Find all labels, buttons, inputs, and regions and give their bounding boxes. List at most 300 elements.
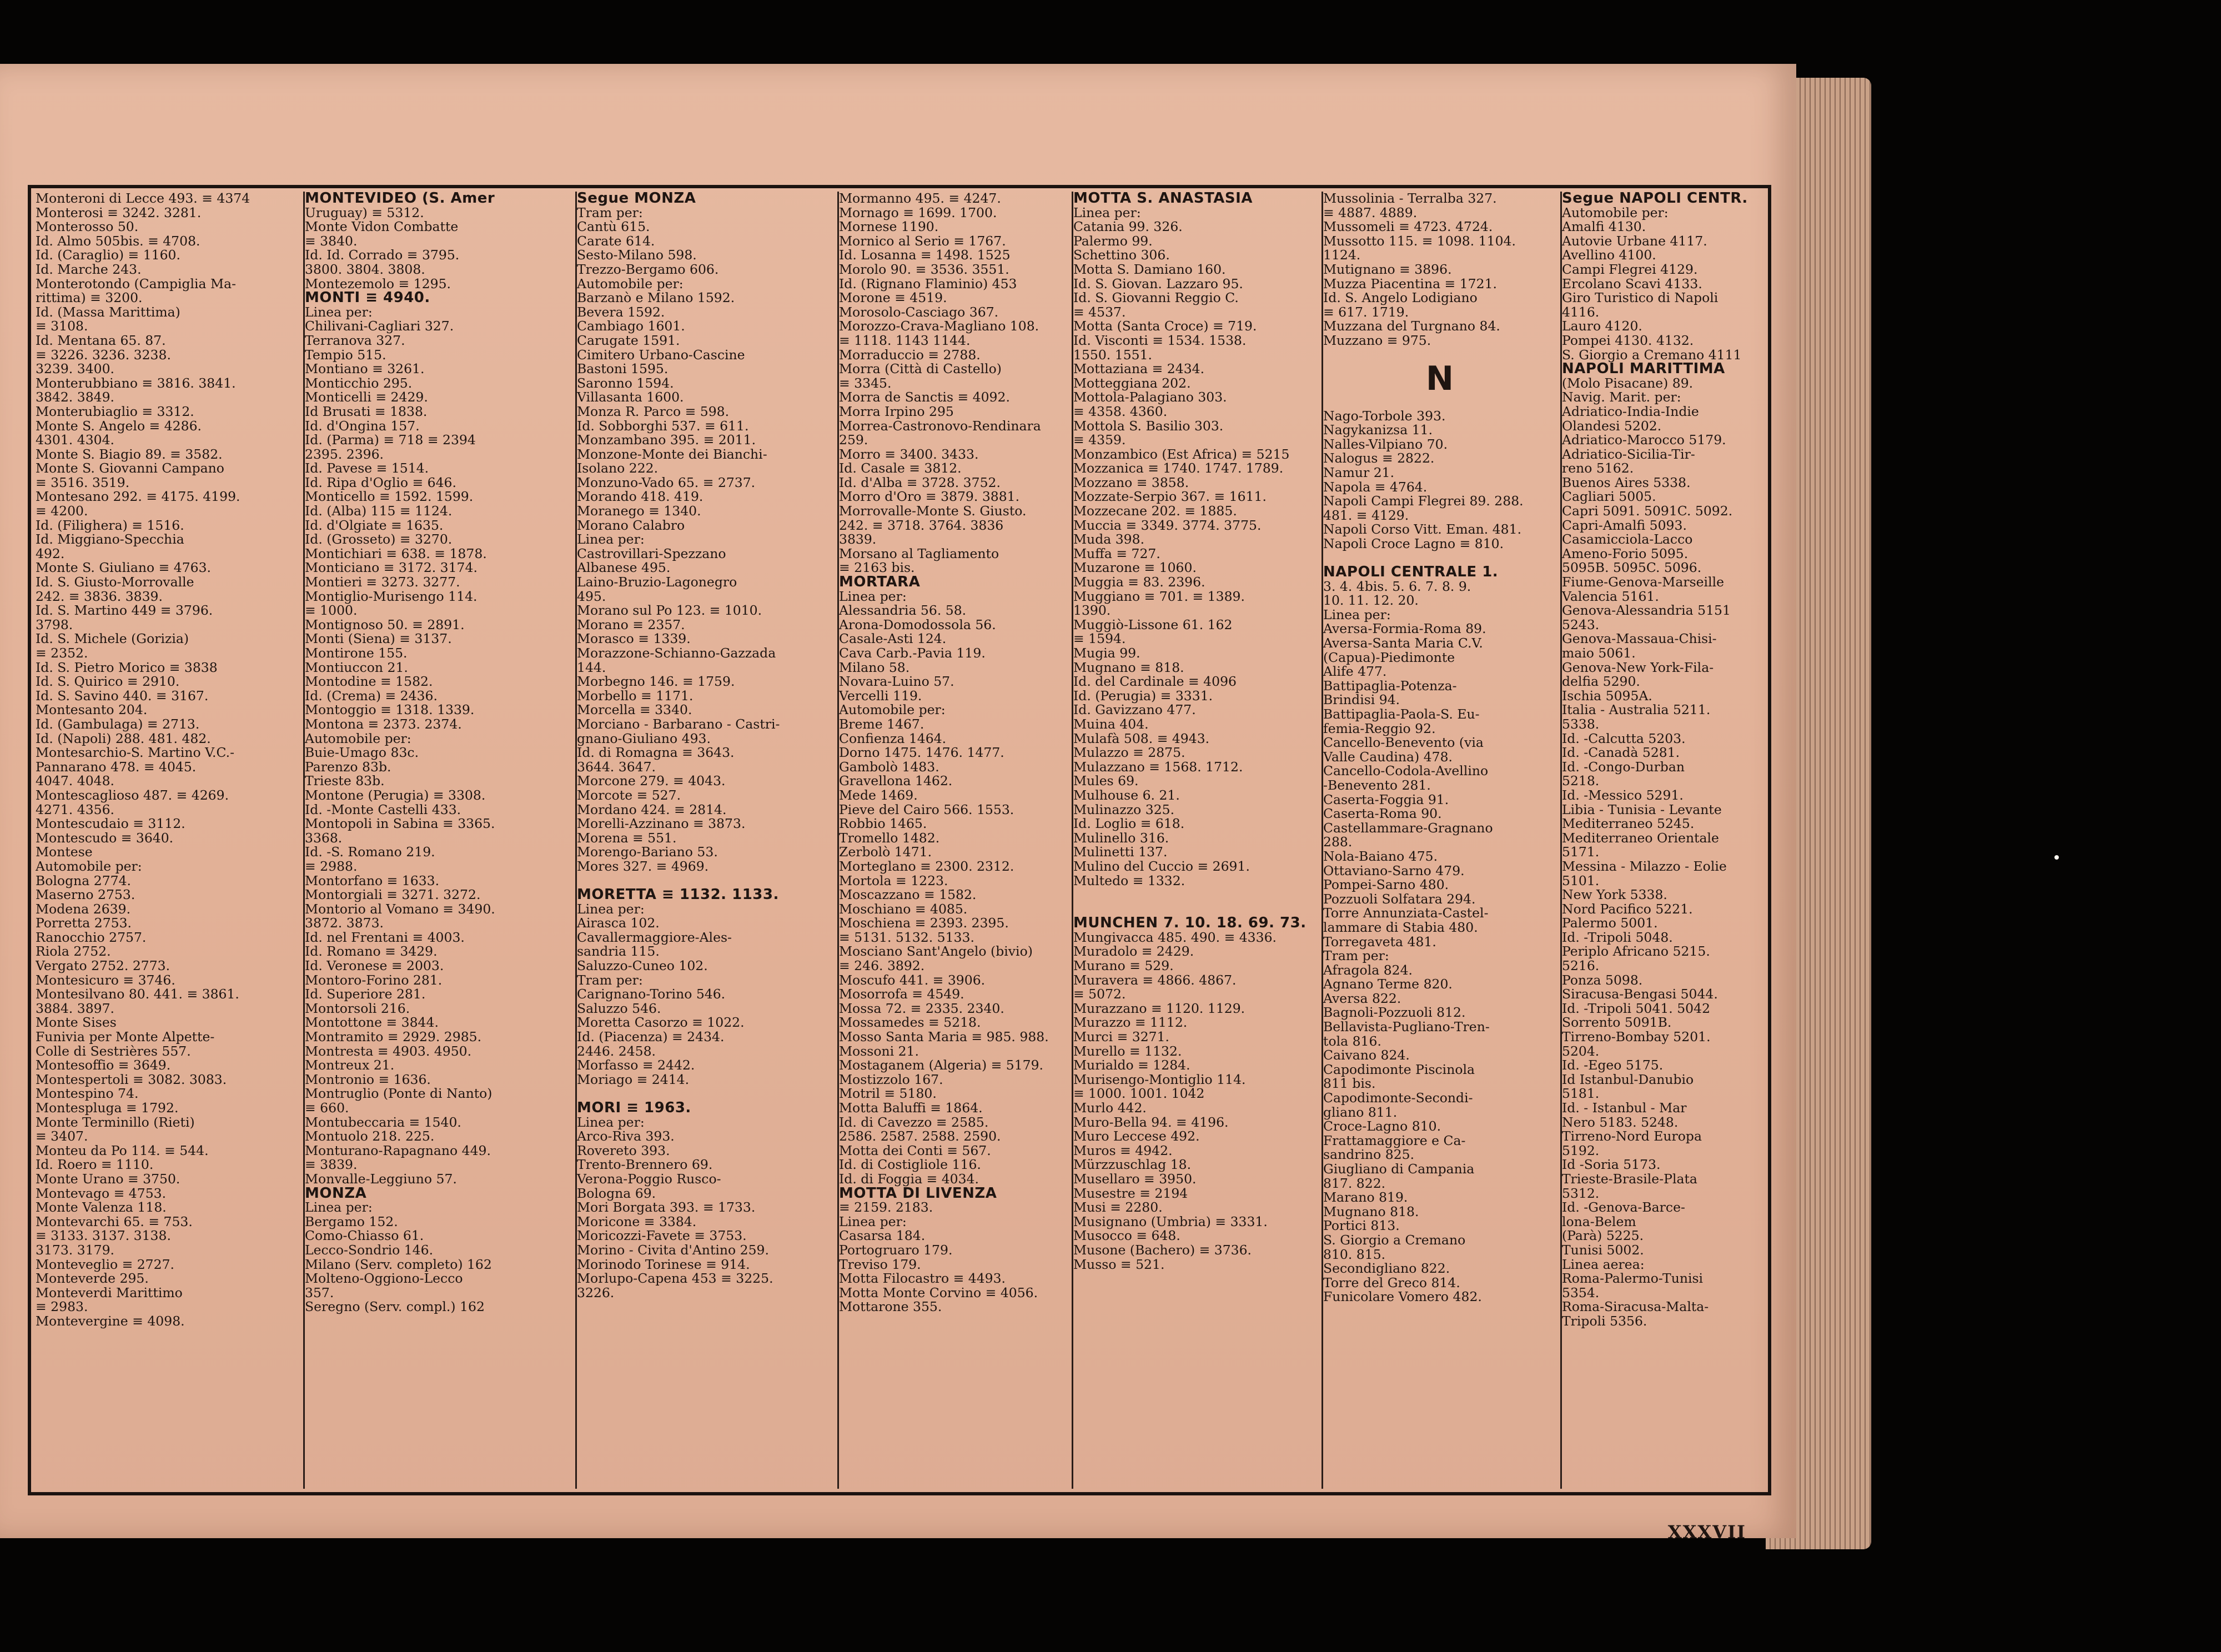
index-entry: 259. <box>839 432 868 448</box>
index-entry: Musocco ≡ 648. <box>1073 1228 1180 1244</box>
index-entry: Mordano 424. ≡ 2814. <box>577 801 727 817</box>
index-entry: Automobile per: <box>1562 204 1669 220</box>
index-entry: Uruguay) ≡ 5312. <box>305 204 424 220</box>
index-entry: Montirone 155. <box>305 645 408 661</box>
index-entry: Linea per: <box>1073 204 1141 220</box>
index-entry: Trezzo-Bergamo 606. <box>577 261 719 277</box>
index-entry: ≡ 2988. <box>305 858 358 874</box>
index-entry: Lecco-Sondrio 146. <box>305 1242 434 1258</box>
index-entry: Id. Roero ≡ 1110. <box>36 1157 154 1173</box>
index-entry: Id. -Canadà 5281. <box>1562 745 1680 761</box>
index-entry: Cambiago 1601. <box>577 318 685 334</box>
index-entry: 5181. <box>1562 1086 1600 1102</box>
index-entry: Morengo-Bariano 53. <box>577 844 718 860</box>
index-entry: 3839. <box>839 531 877 548</box>
index-entry: Montieri ≡ 3273. 3277. <box>305 574 460 590</box>
index-entry: Mosso Santa Maria ≡ 985. 988. <box>839 1029 1049 1045</box>
index-entry: Morena ≡ 551. <box>577 830 677 846</box>
index-entry: Napoli Corso Vitt. Eman. 481. <box>1323 521 1522 538</box>
index-entry: Ponza 5098. <box>1562 972 1643 988</box>
index-entry: Castellammare-Gragnano <box>1323 820 1493 836</box>
index-entry: 4301. 4304. <box>36 432 115 448</box>
index-entry: Morrovalle-Monte S. Giusto. <box>839 503 1027 519</box>
index-entry: ≡ 1594. <box>1073 631 1126 647</box>
index-entry: Moriago ≡ 2414. <box>577 1071 690 1087</box>
index-entry: 3368. <box>305 830 343 846</box>
index-entry: Mornico al Serio ≡ 1767. <box>839 233 1006 249</box>
index-entry: Chilivani-Cagliari 327. <box>305 318 454 334</box>
index-entry: Monteroni di Lecce 493. ≡ 4374 <box>36 192 250 206</box>
index-entry: Musi ≡ 2280. <box>1073 1199 1163 1216</box>
index-entry: Moscazzano ≡ 1582. <box>839 887 977 903</box>
index-entry: Secondigliano 822. <box>1323 1261 1450 1277</box>
index-entry: Automobile per: <box>577 275 684 292</box>
index-entry: ≡ 3226. 3236. 3238. <box>36 347 171 363</box>
index-entry: Id. d'Ongina 157. <box>305 418 420 434</box>
index-entry: Mulazzano ≡ 1568. 1712. <box>1073 759 1243 775</box>
index-entry: (Parà) 5225. <box>1562 1228 1644 1244</box>
index-entry: Muro-Bella 94. ≡ 4196. <box>1073 1114 1229 1130</box>
index-entry: Morozzo-Crava-Magliano 108. <box>839 318 1039 334</box>
index-entry: 811 bis. <box>1323 1076 1376 1092</box>
index-entry: 3644. 3647. <box>577 759 656 775</box>
index-entry: ≡ 3345. <box>839 375 892 391</box>
index-entry: Muradolo ≡ 2429. <box>1073 943 1194 960</box>
index-entry: ≡ 4200. <box>36 503 88 519</box>
index-entry: Mosorrofa ≡ 4549. <box>839 986 964 1002</box>
index-entry: Montreux 21. <box>305 1057 395 1073</box>
index-entry: Mossoni 21. <box>839 1043 919 1059</box>
index-entry: MOTTA DI LIVENZA <box>839 1184 997 1202</box>
index-entry: Schettino 306. <box>1073 247 1170 263</box>
index-entry: Tram per: <box>577 972 643 988</box>
index-entry: 3. 4. 4bis. 5. 6. 7. 8. 9. <box>1323 578 1471 594</box>
index-entry: ≡ 5072. <box>1073 986 1126 1002</box>
index-entry: Novara-Luino 57. <box>839 674 954 690</box>
index-entry: Montevergine ≡ 4098. <box>36 1313 185 1329</box>
index-entry: Porretta 2753. <box>36 915 132 931</box>
index-entry: Mugnano ≡ 818. <box>1073 659 1184 675</box>
index-entry: Morano ≡ 2357. <box>577 616 685 632</box>
index-entry: Montichiari ≡ 638. ≡ 1878. <box>305 545 487 561</box>
gazetteer-page <box>0 64 1796 1543</box>
index-entry: Id Brusati ≡ 1838. <box>305 403 428 419</box>
index-entry: Giugliano di Campania <box>1323 1161 1475 1177</box>
index-entry: Montesanto 204. <box>36 702 148 718</box>
index-entry: Id. di Costigliole 116. <box>839 1157 981 1173</box>
index-entry: Id. Miggiano-Specchia <box>36 531 184 548</box>
index-entry: Muro Leccese 492. <box>1073 1128 1200 1144</box>
index-entry: Mortola ≡ 1223. <box>839 872 948 888</box>
index-entry: 5312. <box>1562 1185 1600 1201</box>
index-entry: Id. S. Quirico ≡ 2910. <box>36 674 180 690</box>
index-entry: Monticelli ≡ 2429. <box>305 389 428 405</box>
index-entry: ≡ 2163 bis. <box>839 560 915 576</box>
index-entry: Morosolo-Casciago 367. <box>839 304 999 320</box>
index-entry: MORTARA <box>839 574 921 591</box>
index-entry: Montorfano ≡ 1633. <box>305 872 440 888</box>
index-entry: Id. S. Giovan. Lazzaro 95. <box>1073 275 1243 292</box>
index-entry: 492. <box>36 545 65 561</box>
index-entry: ≡ 246. 3892. <box>839 958 925 974</box>
index-entry: Id. -Calcutta 5203. <box>1562 730 1686 746</box>
index-entry: Moschiena ≡ 2393. 2395. <box>839 915 1009 931</box>
index-entry: Mussomeli ≡ 4723. 4724. <box>1323 219 1493 235</box>
index-entry: Aversa-Formia-Roma 89. <box>1323 621 1486 637</box>
index-entry: Cavallermaggiore-Ales- <box>577 929 732 945</box>
index-entry: Caserta-Roma 90. <box>1323 806 1442 822</box>
index-entry: Maserno 2753. <box>36 887 135 903</box>
index-entry: 2395. 2396. <box>305 446 384 462</box>
index-entry: Campi Flegrei 4129. <box>1562 261 1698 277</box>
index-entry: Id. Mentana 65. 87. <box>36 332 166 348</box>
index-entry: Montruglio (Ponte di Nanto) <box>305 1086 493 1102</box>
index-entry: 5204. <box>1562 1043 1600 1059</box>
index-entry: Monte Valenza 118. <box>36 1199 167 1216</box>
index-entry: Buenos Aires 5338. <box>1562 474 1691 490</box>
index-entry: 3842. 3849. <box>36 389 115 405</box>
index-entry: Tram per: <box>1323 948 1389 964</box>
index-entry: Riola 2752. <box>36 943 111 960</box>
index-entry: rittima) ≡ 3200. <box>36 290 143 306</box>
index-entry: Autovie Urbane 4117. <box>1562 233 1707 249</box>
index-entry: 4116. <box>1562 304 1600 320</box>
index-entry: 817. 822. <box>1323 1175 1386 1191</box>
index-entry: Bergamo 152. <box>305 1213 398 1229</box>
index-entry: Murello ≡ 1132. <box>1073 1043 1182 1059</box>
index-entry: Modena 2639. <box>36 901 131 917</box>
index-entry: (Capua)-Piedimonte <box>1323 649 1455 665</box>
index-entry: Montespluga ≡ 1792. <box>36 1100 179 1116</box>
index-entry: Id. (Massa Marittima) <box>36 304 180 320</box>
index-entry: Morsano al Tagliamento <box>839 545 999 561</box>
index-entry: Musone (Bachero) ≡ 3736. <box>1073 1242 1252 1258</box>
index-entry: Mossamedes ≡ 5218. <box>839 1015 981 1031</box>
index-entry: Frattamaggiore e Ca- <box>1323 1132 1466 1148</box>
index-entry: Morra Irpino 295 <box>839 403 954 419</box>
index-entry: Cancello-Codola-Avellino <box>1323 763 1489 779</box>
index-entry: Monte Terminillo (Rieti) <box>36 1114 195 1130</box>
index-entry: Morraduccio ≡ 2788. <box>839 347 981 363</box>
index-entry: Id. (Piacenza) ≡ 2434. <box>577 1029 725 1045</box>
index-entry: 5095B. 5095C. 5096. <box>1562 560 1702 576</box>
index-entry: Arco-Riva 393. <box>577 1128 675 1144</box>
index-entry: Morcote ≡ 527. <box>577 787 681 803</box>
index-entry: Montesano 292. ≡ 4175. 4199. <box>36 489 240 505</box>
index-entry <box>1073 888 1318 902</box>
index-entry: Cagliari 5005. <box>1562 489 1656 505</box>
index-entry: Morolo 90. ≡ 3536. 3551. <box>839 261 1009 277</box>
index-entry: Vergato 2752. 2773. <box>36 958 170 974</box>
index-entry: Ranocchio 2757. <box>36 929 147 945</box>
index-entry: Montespertoli ≡ 3082. 3083. <box>36 1071 227 1087</box>
index-entry: Motril ≡ 5180. <box>839 1086 937 1102</box>
index-entry: Id. Pavese ≡ 1514. <box>305 460 429 476</box>
index-entry: Id. -Egeo 5175. <box>1562 1057 1664 1073</box>
index-entry: Id. Losanna ≡ 1498. 1525 <box>839 247 1011 263</box>
index-entry: delfia 5290. <box>1562 674 1640 690</box>
index-entry: Muzarone ≡ 1060. <box>1073 560 1197 576</box>
index-entry: Vercelli 119. <box>839 687 922 704</box>
index-entry: Morano sul Po 123. ≡ 1010. <box>577 602 762 619</box>
index-entry: Genova-Alessandria 5151 <box>1562 602 1731 619</box>
index-entry: Monte S. Angelo ≡ 4286. <box>36 418 202 434</box>
index-entry: Morinodo Torinese ≡ 914. <box>577 1256 750 1272</box>
index-entry: Monteverde 295. <box>36 1271 149 1287</box>
index-entry: Ischia 5095A. <box>1562 687 1652 704</box>
index-entry: Portogruaro 179. <box>839 1242 953 1258</box>
index-entry: Mozzecane 202. ≡ 1885. <box>1073 503 1237 519</box>
index-entry: Dorno 1475. 1476. 1477. <box>839 745 1004 761</box>
index-entry: tola 816. <box>1323 1033 1381 1049</box>
index-entry: Morro d'Oro ≡ 3879. 3881. <box>839 489 1020 505</box>
index-entry: Catania 99. 326. <box>1073 219 1183 235</box>
index-entry: Mozzano ≡ 3858. <box>1073 474 1189 490</box>
index-entry: 1124. <box>1323 247 1361 263</box>
index-entry: Seregno (Serv. compl.) 162 <box>305 1299 485 1315</box>
index-entry: Id. S. Angelo Lodigiano <box>1323 290 1478 306</box>
index-entry: Adriatico-Sicilia-Tir- <box>1562 446 1695 462</box>
index-column-5 <box>1072 192 1318 1489</box>
index-entry: Laino-Bruzio-Lagonegro <box>577 574 737 590</box>
index-entry: Monte S. Giuliano ≡ 4763. <box>36 560 212 576</box>
index-entry: Roma-Palermo-Tunisi <box>1562 1271 1704 1287</box>
index-entry: Montorgiali ≡ 3271. 3272. <box>305 887 481 903</box>
index-entry: Amalfi 4130. <box>1562 219 1646 235</box>
index-entry: Id. S. Giusto-Morrovalle <box>36 574 194 590</box>
index-entry: Mediterraneo 5245. <box>1562 816 1695 832</box>
index-entry: 2446. 2458. <box>577 1043 656 1059</box>
index-entry: Mussolinia - Terralba 327. <box>1323 192 1497 206</box>
index-entry: lammare di Stabia 480. <box>1323 919 1478 935</box>
index-entry: Milano 58. <box>839 659 910 675</box>
index-entry: Musestre ≡ 2194 <box>1073 1185 1188 1201</box>
index-entry: Morando 418. 419. <box>577 489 704 505</box>
index-column-6 <box>1321 192 1556 1489</box>
index-entry: Automobile per: <box>305 730 411 746</box>
index-entry: ≡ 3840. <box>305 233 358 249</box>
index-entry: Mosciano Sant'Angelo (bivio) <box>839 943 1033 960</box>
index-entry: Isolano 222. <box>577 460 659 476</box>
index-entry: Battipaglia-Paola-S. Eu- <box>1323 706 1480 722</box>
index-entry: 4047. 4048. <box>36 773 115 789</box>
index-entry: Muina 404. <box>1073 716 1149 732</box>
index-entry: Segue NAPOLI CENTR. <box>1562 192 1748 207</box>
index-entry: Torre Annunziata-Castel- <box>1323 905 1489 921</box>
index-entry: Verona-Poggio Rusco- <box>577 1171 721 1187</box>
index-entry: ≡ 1000. 1001. 1042 <box>1073 1086 1205 1102</box>
index-entry: Muzzano ≡ 975. <box>1323 332 1431 348</box>
index-entry: Libia - Tunisia - Levante <box>1562 801 1722 817</box>
index-entry: Motta Baluffi ≡ 1864. <box>839 1100 983 1116</box>
index-entry: Mozzanica ≡ 1740. 1747. 1789. <box>1073 460 1284 476</box>
index-entry: Monterubbiano ≡ 3816. 3841. <box>36 375 236 391</box>
index-entry: ≡ 2159. 2183. <box>839 1199 933 1216</box>
index-entry: Montone (Perugia) ≡ 3308. <box>305 787 486 803</box>
index-entry: 810. 815. <box>1323 1246 1386 1262</box>
index-frame <box>28 185 1771 1495</box>
index-entry: MORETTA ≡ 1132. 1133. <box>577 886 779 903</box>
index-entry: Capodimonte Piscinola <box>1323 1061 1475 1077</box>
index-entry: Mutignano ≡ 3896. <box>1323 261 1452 277</box>
index-entry: 3226. <box>577 1284 615 1300</box>
index-entry: Napoli Croce Lagno ≡ 810. <box>1323 535 1504 551</box>
index-entry: Mornese 1190. <box>839 219 939 235</box>
index-column-1 <box>36 192 297 1489</box>
index-entry: Sesto-Milano 598. <box>577 247 697 263</box>
index-entry: 242. ≡ 3836. 3839. <box>36 588 163 604</box>
index-entry: Linea per: <box>839 1213 907 1229</box>
index-entry: Barzanò e Milano 1592. <box>577 290 735 306</box>
index-entry: Id. (Napoli) 288. 481. 482. <box>36 730 211 746</box>
index-entry: Napoli Campi Flegrei 89. 288. <box>1323 493 1524 509</box>
index-entry: Tirreno-Bombay 5201. <box>1562 1029 1711 1045</box>
index-entry: Id. Romano ≡ 3429. <box>305 943 438 960</box>
index-entry: Mottarone 355. <box>839 1299 942 1315</box>
index-entry: Nago-Torbole 393. <box>1323 408 1446 424</box>
index-entry: Morino - Civita d'Antino 259. <box>577 1242 769 1258</box>
index-entry: Montescudaio ≡ 3112. <box>36 816 185 832</box>
index-column-3 <box>575 192 833 1489</box>
index-entry: Mottola-Palagiano 303. <box>1073 389 1227 405</box>
index-entry: Mugia 99. <box>1073 645 1140 661</box>
index-entry: Croce-Lagno 810. <box>1323 1118 1441 1134</box>
index-entry: Montorsoli 216. <box>305 1000 410 1016</box>
index-entry: Montona ≡ 2373. 2374. <box>305 716 462 732</box>
index-entry: Montodine ≡ 1582. <box>305 674 433 690</box>
index-entry: Monza R. Parco ≡ 598. <box>577 403 730 419</box>
index-entry: Muggiò-Lissone 61. 162 <box>1073 616 1233 632</box>
index-entry: Torre del Greco 814. <box>1323 1274 1460 1291</box>
index-entry: ≡ 3108. <box>36 318 88 334</box>
index-entry: Montoggio ≡ 1318. 1339. <box>305 702 475 718</box>
index-entry: Motta S. Damiano 160. <box>1073 261 1226 277</box>
index-entry: 5171. <box>1562 844 1600 860</box>
index-entry: Confienza 1464. <box>839 730 947 746</box>
index-entry: Monte S. Giovanni Campano <box>36 460 224 476</box>
index-entry: ≡ 3839. <box>305 1157 358 1173</box>
index-entry: 1550. 1551. <box>1073 347 1153 363</box>
index-entry: Id. Casale ≡ 3812. <box>839 460 962 476</box>
index-entry: 3798. <box>36 616 73 632</box>
index-entry: Afragola 824. <box>1323 962 1413 978</box>
index-entry: Ameno-Forio 5095. <box>1562 545 1689 561</box>
index-entry: MOTTA S. ANASTASIA <box>1073 192 1253 207</box>
index-entry: Mottola S. Basilio 303. <box>1073 418 1224 434</box>
index-entry: Moricozzi-Favete ≡ 3753. <box>577 1228 747 1244</box>
index-entry: Morciano - Barbarano - Castri- <box>577 716 780 732</box>
index-entry: Montescaglioso 487. ≡ 4269. <box>36 787 229 803</box>
index-entry: Musignano (Umbria) ≡ 3331. <box>1073 1213 1268 1229</box>
index-entry: Mossa 72. ≡ 2335. 2340. <box>839 1000 1004 1016</box>
index-entry: Zerbolò 1471. <box>839 844 932 860</box>
index-entry: Adriatico-Marocco 5179. <box>1562 432 1726 448</box>
index-entry: Valle Caudina) 478. <box>1323 749 1453 765</box>
index-entry: Alessandria 56. 58. <box>839 602 967 619</box>
index-entry: Montescudo ≡ 3640. <box>36 830 174 846</box>
index-entry: Morano Calabro <box>577 517 685 533</box>
index-entry: Id. Visconti ≡ 1534. 1538. <box>1073 332 1247 348</box>
index-entry: Mores 327. ≡ 4969. <box>577 858 709 874</box>
index-entry: Monteu da Po 114. ≡ 544. <box>36 1142 209 1158</box>
index-entry: Agnano Terme 820. <box>1323 976 1453 992</box>
index-entry: Molteno-Oggiono-Lecco <box>305 1271 463 1287</box>
index-entry: Linea per: <box>305 1199 373 1216</box>
index-entry: Morbello ≡ 1171. <box>577 687 694 704</box>
index-entry: Castrovillari-Spezzano <box>577 545 726 561</box>
index-entry: Torregaveta 481. <box>1323 933 1436 950</box>
index-entry: Muda 398. <box>1073 531 1145 548</box>
index-entry: Pozzuoli Solfatara 294. <box>1323 891 1476 907</box>
index-entry: Como-Chiasso 61. <box>305 1228 424 1244</box>
index-entry: Alife 477. <box>1323 664 1387 680</box>
index-entry: Napola ≡ 4764. <box>1323 479 1428 495</box>
index-entry: 5338. <box>1562 716 1600 732</box>
index-entry: Linea per: <box>577 901 645 917</box>
index-entry: MONTI ≡ 4940. <box>305 289 430 307</box>
index-entry: Giro Turistico di Napoli <box>1562 290 1718 306</box>
index-entry: Id. (Grosseto) ≡ 3270. <box>305 531 453 548</box>
index-entry: Id. (Parma) ≡ 718 ≡ 2394 <box>305 432 476 448</box>
index-entry: Nalogus ≡ 2822. <box>1323 450 1435 466</box>
index-entry: Monteveglio ≡ 2727. <box>36 1256 175 1272</box>
index-entry: Monterosso 50. <box>36 219 139 235</box>
index-entry: Bellavista-Pugliano-Tren- <box>1323 1019 1490 1035</box>
index-entry: Mottaziana ≡ 2434. <box>1073 361 1205 377</box>
index-entry: Motteggiana 202. <box>1073 375 1191 391</box>
index-entry: Carugate 1591. <box>577 332 680 348</box>
index-entry: -Benevento 281. <box>1323 777 1431 793</box>
index-entry: Saluzzo-Cuneo 102. <box>577 958 708 974</box>
index-entry: Muggia ≡ 83. 2396. <box>1073 574 1205 590</box>
index-entry: reno 5162. <box>1562 460 1634 476</box>
index-column-7 <box>1560 192 1767 1489</box>
index-entry: Palermo 5001. <box>1562 915 1658 931</box>
index-entry: Id. -Messico 5291. <box>1562 787 1684 803</box>
index-entry: Morone ≡ 4519. <box>839 290 947 306</box>
index-entry: Mulazzo ≡ 2875. <box>1073 745 1185 761</box>
index-entry: Cimitero Urbano-Cascine <box>577 347 745 363</box>
index-entry: 144. <box>577 659 606 675</box>
index-entry: Monticchio 295. <box>305 375 413 391</box>
index-entry: 5354. <box>1562 1284 1600 1300</box>
index-entry: Id Istanbul-Danubio <box>1562 1071 1694 1087</box>
index-column-2 <box>303 192 571 1489</box>
index-entry: Siracusa-Bengasi 5044. <box>1562 986 1718 1002</box>
index-entry: Mürzzuschlag 18. <box>1073 1157 1192 1173</box>
index-entry: ≡ 617. 1719. <box>1323 304 1409 320</box>
index-entry: Rovereto 393. <box>577 1142 670 1158</box>
index-entry: Aversa 822. <box>1323 990 1401 1006</box>
index-entry: Murci ≡ 3271. <box>1073 1029 1170 1045</box>
index-entry: ≡ 4887. 4889. <box>1323 204 1418 220</box>
index-entry: 3800. 3804. 3808. <box>305 261 425 277</box>
index-entry: Messina - Milazzo - Eolie <box>1562 858 1727 874</box>
index-entry: Namur 21. <box>1323 464 1395 480</box>
index-entry: MORI ≡ 1963. <box>577 1099 691 1116</box>
index-entry: Trento-Brennero 69. <box>577 1157 713 1173</box>
index-entry: Murano ≡ 529. <box>1073 958 1174 974</box>
index-entry: Id. -Tripoli 5041. 5042 <box>1562 1000 1711 1016</box>
index-entry: Navig. Marit. per: <box>1562 389 1681 405</box>
index-entry: Tirreno-Nord Europa <box>1562 1128 1702 1144</box>
index-entry: Monturano-Rapagnano 449. <box>305 1142 491 1158</box>
index-entry: Bagnoli-Pozzuoli 812. <box>1323 1005 1466 1021</box>
index-entry: Id. (Gambulaga) ≡ 2713. <box>36 716 200 732</box>
index-entry: Mornago ≡ 1699. 1700. <box>839 204 997 220</box>
index-entry: S. Giorgio a Cremano 4111 <box>1562 347 1742 363</box>
index-entry: lona-Belem <box>1562 1213 1636 1229</box>
